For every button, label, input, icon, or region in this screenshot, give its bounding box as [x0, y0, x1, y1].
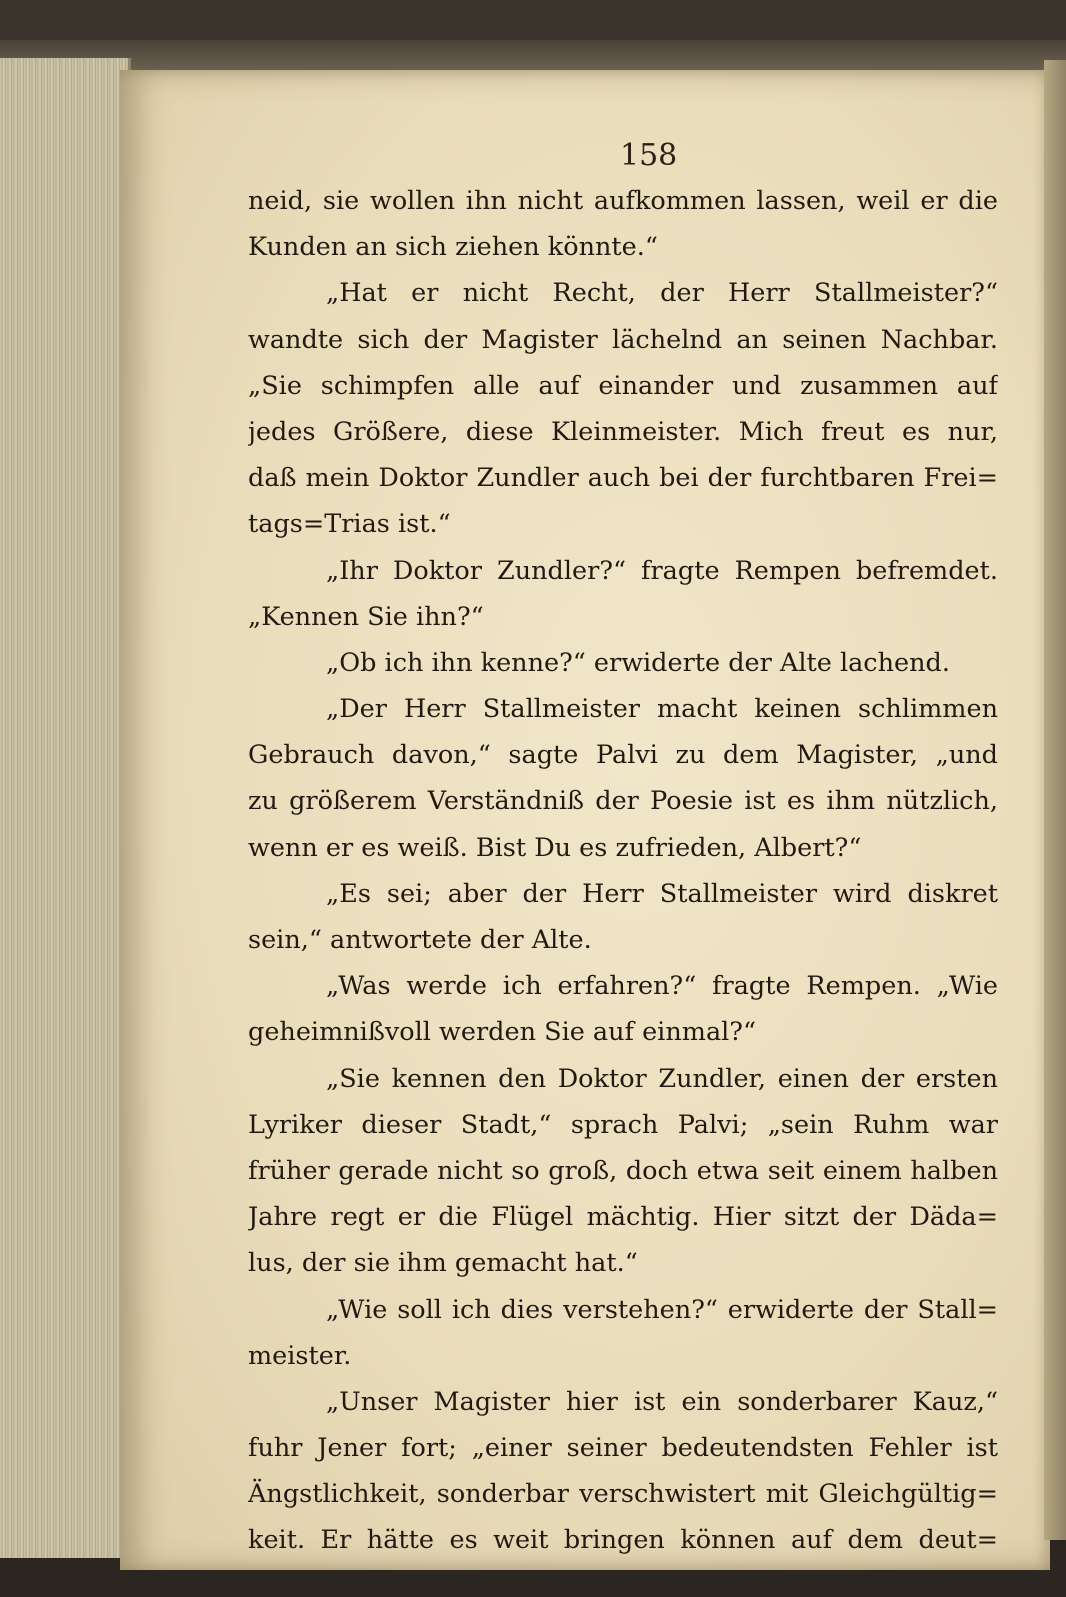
body-text	[248, 178, 998, 1564]
text-line: wandte sich der Magister lächelnd an seinen Nachbar.	[248, 324, 998, 355]
text-line: Jahre regt er die Flügel mächtig. Hier sitzt der Däda=	[248, 1202, 998, 1233]
text-line: „Wie soll ich dies verstehen?“ erwiderte der Stall=	[326, 1294, 998, 1325]
text-line: wenn er es weiß. Bist Du es zufrieden, Albert?“	[248, 832, 862, 863]
text-line: geheimnißvoll werden Sie auf einmal?“	[248, 1017, 757, 1048]
text-line: „Ihr Doktor Zundler?“ fragte Rempen befremdet.	[326, 555, 998, 586]
text-line: früher gerade nicht so groß, doch etwa seit einem halben	[248, 1155, 998, 1186]
text-line: jedes Größere, diese Kleinmeister. Mich freut es nur,	[248, 416, 998, 447]
text-line: „Ob ich ihn kenne?“ erwiderte der Alte lachend.	[326, 647, 950, 678]
text-line: Gebrauch davon,“ sagte Palvi zu dem Magister, „und	[248, 740, 998, 771]
text-line: meister.	[248, 1340, 352, 1371]
page-number: 158	[620, 138, 678, 173]
text-line: „Unser Magister hier ist ein sonderbarer Kauz,“	[326, 1386, 998, 1417]
text-line: keit. Er hätte es weit bringen können auf dem deut=	[248, 1525, 998, 1556]
text-line: „Was werde ich erfahren?“ fragte Rempen. „Wie	[326, 971, 998, 1002]
book-page-edges	[0, 58, 131, 1558]
text-line: daß mein Doktor Zundler auch bei der furchtbaren Frei=	[248, 463, 998, 494]
text-line: zu größerem Verständniß der Poesie ist es ihm nützlich,	[248, 786, 998, 817]
text-line: neid, sie wollen ihn nicht aufkommen lassen, weil er die	[248, 186, 998, 216]
text-line: sein,“ antwortete der Alte.	[248, 925, 592, 955]
book-top-edge	[0, 40, 1066, 70]
text-line: „Hat er nicht Recht, der Herr Stallmeister?“	[326, 278, 998, 309]
text-line: „Es sei; aber der Herr Stallmeister wird diskret	[326, 878, 998, 909]
book-right-edge	[1044, 60, 1066, 1540]
text-line: lus, der sie ihm gemacht hat.“	[248, 1248, 638, 1279]
text-line: „Der Herr Stallmeister macht keinen schlimmen	[326, 694, 998, 725]
text-line: Kunden an sich ziehen könnte.“	[248, 232, 658, 263]
text-line: fuhr Jener fort; „einer seiner bedeutendsten Fehler ist	[248, 1433, 998, 1464]
text-line: „Kennen Sie ihn?“	[248, 601, 484, 632]
text-line: „Sie kennen den Doktor Zundler, einen der ersten	[326, 1063, 998, 1094]
text-line: tags=Trias ist.“	[248, 509, 451, 540]
text-line: Ängstlichkeit, sonderbar verschwistert mit Gleichgültig=	[248, 1479, 998, 1510]
text-line: „Sie schimpfen alle auf einander und zusammen auf	[248, 370, 998, 401]
text-line: Lyriker dieser Stadt,“ sprach Palvi; „sein Ruhm war	[248, 1109, 998, 1140]
